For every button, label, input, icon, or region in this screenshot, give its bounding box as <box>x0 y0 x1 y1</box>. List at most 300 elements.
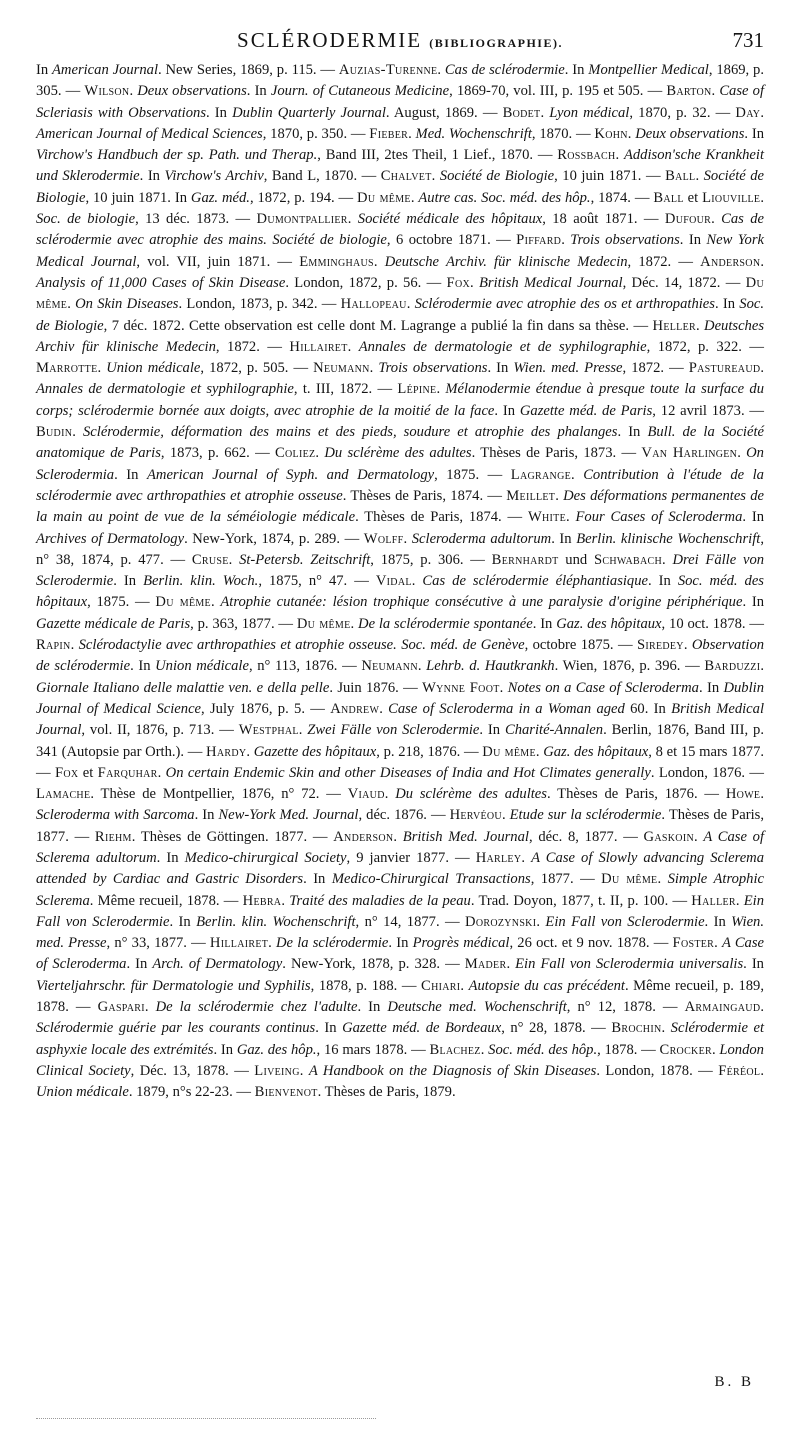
citation-text: . <box>760 658 765 675</box>
work-title: Soc. méd. des hôpitaux <box>36 573 764 611</box>
citation-text: . In <box>704 913 732 930</box>
work-title: Sclérodermie, déformation des mains et des pieds, soudure et atrophie des phalanges <box>82 424 618 441</box>
work-title: Addison'sche Krankheit und Sklerodermie <box>36 147 765 185</box>
citation-text: . <box>561 232 571 249</box>
citation-text: , 1870, p. 350. — <box>262 125 370 142</box>
citation-text: . London, 1876. — <box>650 764 765 781</box>
author-name: Fieber <box>369 125 409 142</box>
author-name: Anderson <box>700 253 761 270</box>
work-title: Virchow's Archiv <box>164 168 264 185</box>
citation-text: . <box>536 913 546 930</box>
citation-text: . Thèse de Montpellier, 1876, n° 72. — <box>90 786 348 803</box>
page-title <box>36 28 764 53</box>
work-title: Atrophie cutanée: lésion trophique consécutive à une paralysie d'origine périphérique <box>220 594 743 611</box>
citation-text: . <box>384 786 396 803</box>
citation-text: . In <box>315 1020 343 1037</box>
citation-text: , octobre 1875. — <box>524 637 637 654</box>
citation-text: , p. 363, 1877. — <box>190 615 297 632</box>
work-title: Etude sur la sclérodermie <box>509 807 662 824</box>
author-name: Viaud <box>347 786 385 803</box>
citation-text: . Thèses de Paris, 1874. — <box>355 509 528 526</box>
work-title: Deutsches Archiv für klinische Medecin <box>36 317 765 355</box>
citation-text: , 1875, p. 306. — <box>370 551 492 568</box>
author-name: Hallopeau <box>340 296 407 313</box>
author-name: Bernhardt <box>491 551 559 568</box>
work-title: Zwei Fälle von Sclerodermie <box>307 722 480 739</box>
author-name: Westphal <box>238 722 299 739</box>
footer-dotted-rule <box>36 1418 376 1419</box>
work-title: On Sclerodermia <box>36 445 764 483</box>
author-name: Vidal <box>375 573 412 590</box>
work-title: Gaz. des hôpitaux <box>556 615 662 632</box>
citation-text: . <box>70 637 79 654</box>
citation-text: . <box>347 338 359 355</box>
author-name: Lépine <box>397 381 437 398</box>
author-name: Du même <box>36 274 764 313</box>
author-name: Neumann <box>361 658 418 675</box>
author-name: Crocker <box>659 1041 712 1058</box>
work-title: Charité-Annalen <box>504 722 604 739</box>
citation-text: , n° 12, 1878. — <box>566 999 685 1016</box>
citation-text: . Wien, 1876, p. 396. — <box>554 658 705 675</box>
work-title: Deutsche Archiv. für klinische Medecin <box>384 253 628 270</box>
author-name: Marrotte <box>36 360 98 377</box>
citation-text: , n° 38, 1874, p. 477. — <box>36 530 764 568</box>
citation-text: , 8 et 15 mars 1877. — <box>36 743 765 781</box>
citation-text: . <box>373 253 385 270</box>
work-title: Wien. med. Presse <box>513 360 623 377</box>
citation-text: . In <box>246 83 271 100</box>
citation-text: . <box>403 530 412 547</box>
author-name: Heller <box>652 317 696 334</box>
author-name: Fox <box>446 274 470 291</box>
citation-text: . <box>760 104 764 121</box>
work-title: London Clinical Society <box>36 1041 764 1079</box>
author-name: White <box>527 509 566 526</box>
citation-text: , 1872, p. 505. — <box>200 360 314 377</box>
citation-text: 60. In <box>624 700 672 717</box>
citation-text: . <box>760 786 764 803</box>
citation-text: . <box>347 211 358 228</box>
work-title: Trois observations <box>378 360 488 377</box>
work-title: A Case of Scleroderma <box>36 935 765 973</box>
citation-text: , 1878. — <box>597 1041 660 1058</box>
citation-text: . In <box>139 168 165 185</box>
citation-text: . In <box>126 956 153 973</box>
citation-text: . London, 1873, p. 342. — <box>178 296 341 313</box>
citation-text: . <box>350 615 359 632</box>
citation-text: . Trad. Doyon, 1877, t. II, p. 100. — <box>470 892 692 909</box>
author-name: Harley <box>475 849 522 866</box>
author-name: Anderson <box>333 828 394 845</box>
work-title: Analysis of 11,000 Cases of Skin Disease <box>36 274 286 291</box>
citation-text: . London, 1872, p. 56. — <box>285 274 447 291</box>
citation-text: . <box>760 253 764 270</box>
citation-text: , vol. VII, juin 1871. — <box>136 253 300 270</box>
author-name: Du même <box>155 594 211 611</box>
citation-text: , 26 oct. et 9 nov. 1878. — <box>509 935 673 952</box>
citation-text: . <box>661 1020 671 1037</box>
citation-text: . In <box>113 573 144 590</box>
work-title: A Handbook on the Diagnosis of Skin Diseases <box>308 1062 597 1079</box>
work-title: Med. Wochenschrift <box>415 125 532 142</box>
work-title: Giornale Italiano delle malattie ven. e della pelle <box>36 679 330 696</box>
work-title: American Journal of Syph. and Dermatology <box>146 466 435 483</box>
work-title: Scleroderma with Sarcoma <box>36 807 195 824</box>
author-name: Foster <box>672 935 715 952</box>
citation-text: . Même recueil, 1878. — <box>89 892 243 909</box>
work-title: Autre cas. Soc. méd. des hôp. <box>418 189 591 206</box>
citation-text: , 1872, p. 322. — <box>646 338 765 355</box>
citation-text: . In <box>551 530 577 547</box>
work-title: Gazette des hôpitaux <box>253 743 377 760</box>
citation-text: . <box>417 658 427 675</box>
chapter-subtitle: (BIBLIOGRAPHIE). <box>429 36 563 50</box>
citation-text: . <box>268 935 276 952</box>
citation-text: , Déc. 14, 1872. — <box>622 274 746 291</box>
work-title: Bull. de la Société anatomique de Paris <box>36 424 764 462</box>
citation-text: . Thèses de Paris, 1877. — <box>36 807 765 845</box>
citation-text: . New Series, 1869, p. 115. — <box>158 62 339 78</box>
work-title: A Case of Sclerema adultorum <box>36 828 765 866</box>
author-name: Ball <box>653 189 684 206</box>
author-name: Riehm <box>94 828 132 845</box>
author-name: Wolff <box>363 530 404 547</box>
citation-text: . <box>695 168 704 185</box>
citation-text: . <box>437 62 445 78</box>
citation-text: , 1878, p. 188. — <box>310 977 422 994</box>
citation-text: . <box>228 551 240 568</box>
author-name: Day <box>735 104 761 121</box>
citation-text: , vol. II, 1876, p. 713. — <box>81 722 239 739</box>
author-name: Hillairet <box>289 338 348 355</box>
citation-text: . <box>566 509 576 526</box>
citation-text: , 1873, p. 662. — <box>160 445 275 462</box>
citation-text: . <box>683 637 692 654</box>
author-name: Auzias-Turenne <box>338 62 438 78</box>
work-title: American Journal of Medical Sciences <box>36 125 263 142</box>
author-name: Rapin <box>36 637 71 654</box>
work-title: Lehrb. d. Hautkrankh <box>426 658 555 675</box>
citation-text: . <box>411 573 423 590</box>
author-name: Neumann <box>313 360 370 377</box>
work-title: Case of Scleriasis with Observations <box>36 83 765 121</box>
citation-text: . <box>379 700 389 717</box>
author-name: Bienvenot <box>254 1084 318 1101</box>
author-name: Fox <box>54 764 79 781</box>
work-title: St-Petersb. Zeitschrift <box>239 551 371 568</box>
citation-text: . In <box>679 232 707 249</box>
citation-text: , 10 juin 1871. — <box>554 168 666 185</box>
citation-text: . <box>408 125 416 142</box>
work-title: Contribution à l'étude de la sclérodermie avec arthropathies et atrophie osseuse <box>36 466 764 504</box>
author-name: Lagrange <box>510 466 571 483</box>
work-title: Du sclérème des adultes <box>324 445 472 462</box>
work-title: Deutsche med. Wochenschrift <box>387 999 567 1016</box>
work-title: New-York Med. Journal <box>218 807 359 824</box>
citation-text: . New-York, 1878, p. 328. — <box>282 956 465 973</box>
work-title: Union médicale <box>106 360 201 377</box>
citation-text: . <box>499 679 508 696</box>
work-title: Observation de sclérodermie <box>36 637 765 675</box>
author-name: Lamache <box>36 786 91 803</box>
citation-text: . <box>711 1041 720 1058</box>
citation-text: , July 1876, p. 5. — <box>201 700 331 717</box>
citation-text: . <box>760 1062 764 1079</box>
citation-text: , 1872. — <box>215 338 290 355</box>
citation-text: , 10 juin 1871. In <box>85 189 191 206</box>
citation-text: , n° 33, 1877. — <box>106 935 210 952</box>
citation-text: . <box>521 849 532 866</box>
citation-text: , 13 déc. 1873. — <box>135 211 257 228</box>
work-title: Case of Scleroderma in a Woman aged <box>388 700 625 717</box>
citation-text: . In <box>194 807 219 824</box>
citation-text: , 12 avril 1873. — <box>652 402 765 419</box>
work-title: Trois observations <box>570 232 680 249</box>
work-title: De la sclérodermie spontanée <box>358 615 533 632</box>
citation-text: , déc. 1876. — <box>358 807 450 824</box>
citation-text: . In <box>698 679 724 696</box>
author-name: Armaingaud <box>684 999 761 1016</box>
citation-text: . <box>627 125 636 142</box>
author-name: Liveing <box>254 1062 300 1079</box>
work-title: On Skin Diseases <box>75 296 179 313</box>
bibliography-paragraph <box>36 60 764 1104</box>
citation-text: . <box>571 466 584 483</box>
citation-text: . <box>460 977 469 994</box>
citation-text: . In <box>744 125 765 142</box>
citation-text: , 1869-70, vol. III, p. 195 et 505. — <box>449 83 667 100</box>
author-name: Bodet <box>502 104 541 121</box>
citation-text: , 1872. — <box>622 360 689 377</box>
work-title: Vierteljahrschr. für Dermatologie und Syphilis <box>36 977 311 994</box>
citation-text: , Déc. 13, 1878. — <box>130 1062 255 1079</box>
citation-text: . Thèses de Göttingen. 1877. — <box>131 828 334 845</box>
work-title: Dublin Journal of Medical Science <box>36 679 764 717</box>
author-name: Budin <box>36 424 73 441</box>
citation-text: . In <box>617 424 648 441</box>
citation-text: . <box>299 1062 309 1079</box>
citation-text: , 18 août 1871. — <box>542 211 665 228</box>
citation-text: . August, 1869. — <box>385 104 503 121</box>
citation-text: . <box>735 892 744 909</box>
chapter-title: SCLÉRODERMIE <box>237 28 423 52</box>
citation-text: . In <box>156 849 185 866</box>
author-name: Cruse <box>191 551 229 568</box>
citation-text: . In <box>494 402 520 419</box>
citation-text: . Thèses de Paris, 1879. <box>317 1084 456 1101</box>
author-name: Chalvet <box>380 168 432 185</box>
citation-text: , p. 218, 1876. — <box>376 743 483 760</box>
author-name: Emminghaus <box>299 253 374 270</box>
citation-text: . <box>760 999 764 1016</box>
work-title: Gazette médicale de Paris <box>36 615 191 632</box>
citation-text: . Thèses de Paris, 1876. — <box>546 786 726 803</box>
citation-text: , 1872. — <box>627 253 701 270</box>
citation-text: . <box>615 147 624 164</box>
citation-text: . <box>431 168 440 185</box>
work-title: Berlin. klinische Wochenschrift <box>576 530 761 547</box>
author-name: Féréol <box>718 1062 761 1079</box>
citation-text: . <box>144 999 156 1016</box>
work-title: Deux observations <box>137 83 247 100</box>
citation-text: In <box>36 62 53 78</box>
citation-text: . <box>129 83 138 100</box>
citation-text: . In <box>479 722 505 739</box>
work-title: American Journal <box>52 62 159 78</box>
citation-text: . In <box>130 658 156 675</box>
work-title: British Medical Journal <box>36 700 765 739</box>
citation-text: . In <box>742 509 765 526</box>
author-name: Schwabach <box>593 551 663 568</box>
citation-text: . <box>693 828 704 845</box>
work-title: De la sclérodermie <box>276 935 389 952</box>
citation-text: , n° 14, 1877. — <box>355 913 466 930</box>
citation-text: . <box>470 274 479 291</box>
work-title: Lyon médical <box>549 104 630 121</box>
author-name: Wilson <box>84 83 130 100</box>
work-title: Berlin. klin. Woch. <box>143 573 259 590</box>
work-title: Ein Fall von Sclerodermie <box>545 913 705 930</box>
citation-text: . <box>97 360 107 377</box>
author-name: Dumontpallier <box>256 211 348 228</box>
citation-text: . <box>760 360 765 377</box>
citation-text: . <box>315 445 325 462</box>
citation-text: . <box>714 935 722 952</box>
citation-text: . In <box>564 62 589 78</box>
work-title: Société de Biologie <box>439 168 555 185</box>
citation-text: . In <box>206 104 233 121</box>
citation-text: . In <box>648 573 678 590</box>
author-name: Wynne Foot <box>422 679 500 696</box>
citation-text: . <box>210 594 221 611</box>
work-title: Scleroderma adultorum <box>411 530 552 547</box>
work-title: Medico-Chirurgical Transactions <box>331 871 531 888</box>
citation-text: . <box>298 722 308 739</box>
work-title: Union médicale <box>155 658 249 675</box>
work-title: Montpellier Medical <box>588 62 709 78</box>
citation-text: , 1874. — <box>590 189 654 206</box>
work-title: Autopsie du cas précédent <box>468 977 625 994</box>
citation-text: . 1879, n°s 22-23. — <box>128 1084 255 1101</box>
citation-text: , t. III, 1872. — <box>293 381 398 398</box>
citation-text: und <box>558 551 594 568</box>
author-name: Hillairet <box>209 935 269 952</box>
citation-text: . In <box>532 615 557 632</box>
citation-text: . Juin 1876. — <box>329 679 423 696</box>
author-name: Ball <box>665 168 696 185</box>
citation-text: . <box>410 189 419 206</box>
citation-text: , 7 déc. 1872. Cette observation est celle dont M. Lagrange a publié la fin dans sa thèse. — <box>103 317 653 334</box>
author-name: Chiari <box>421 977 461 994</box>
work-title: Sclérodactylie avec arthropathies et atrophie osseuse. Soc. méd. de Genève <box>78 637 525 654</box>
work-title: De la sclérodermie chez l'adulte <box>155 999 358 1016</box>
citation-text: . In <box>169 913 197 930</box>
work-title: Gaz. des hôp. <box>236 1041 317 1058</box>
work-title: On certain Endemic Skin and other Diseases of India and Hot Climates generally <box>165 764 651 781</box>
author-name: Van Harlingen <box>641 445 738 462</box>
citation-text: . <box>369 360 379 377</box>
work-title: Journ. of Cutaneous Medicine <box>270 83 450 100</box>
citation-text: . Thèses de Paris, 1873. — <box>471 445 642 462</box>
work-title: Four Cases of Scleroderma <box>575 509 743 526</box>
citation-text: . New-York, 1874, p. 289. — <box>184 530 364 547</box>
citation-text: . <box>246 743 254 760</box>
work-title: Gaz. des hôpitaux <box>543 743 649 760</box>
citation-text: . In <box>743 956 764 973</box>
work-title: Dublin Quarterly Journal <box>232 104 386 121</box>
citation-text: , 6 octobre 1871. — <box>386 232 517 249</box>
citation-text: , 9 janvier 1877. — <box>346 849 476 866</box>
citation-text: , Band III, 2tes Theil, 1 Lief., 1870. — <box>317 147 558 164</box>
work-title: Progrès médical <box>412 935 510 952</box>
work-title: Sclérodermie guérie par les courants continus <box>36 1020 316 1037</box>
author-name: Farquhar <box>97 764 158 781</box>
citation-text: , 1875. — <box>434 466 511 483</box>
citation-text: . <box>393 828 403 845</box>
citation-text: . In <box>114 466 147 483</box>
work-title: Simple Atrophic Sclerema <box>36 871 764 909</box>
author-name: Dufour <box>664 211 712 228</box>
author-name: Hervéou <box>449 807 502 824</box>
author-name: Liouville <box>702 189 761 206</box>
citation-text: , n° 28, 1878. — <box>501 1020 612 1037</box>
citation-text: . <box>555 487 564 504</box>
work-title: Cas de sclérodermie <box>444 62 565 78</box>
citation-text: et <box>683 189 703 206</box>
citation-text: . <box>711 83 720 100</box>
work-title: Union médicale <box>36 1084 129 1101</box>
author-name: Pastureaud <box>688 360 761 377</box>
author-name: Dorozynski <box>465 913 537 930</box>
signature-initials: B. B <box>714 1374 754 1390</box>
citation-text: . <box>72 424 83 441</box>
citation-text: . <box>657 871 668 888</box>
work-title: Du sclérème des adultes <box>395 786 547 803</box>
citation-text: . In <box>742 594 764 611</box>
citation-text: . <box>436 381 446 398</box>
author-name: Gaspari <box>97 999 145 1016</box>
work-title: British Medical Journal <box>478 274 623 291</box>
citation-text: , 10 oct. 1878. — <box>661 615 765 632</box>
work-title: British Med. Journal <box>402 828 529 845</box>
citation-text: , déc. 8, 1877. — <box>528 828 644 845</box>
citation-text: , 1877. — <box>530 871 602 888</box>
author-name: Andrew <box>330 700 380 717</box>
citation-text: , 1869, p. 305. — <box>36 62 764 100</box>
citation-text: , 1870, p. 32. — <box>629 104 736 121</box>
author-name: Hebra <box>242 892 282 909</box>
citation-text: . In <box>357 999 388 1016</box>
citation-text: , 1870. — <box>531 125 595 142</box>
citation-text: . <box>535 743 544 760</box>
work-title: Sclérodermie et asphyxie locale des extrémités <box>36 1020 764 1058</box>
author-name: Hardy <box>206 743 247 760</box>
author-name: Mader <box>464 956 507 973</box>
work-title: Traité des maladies de la peau <box>289 892 471 909</box>
author-name: Barduzzi <box>704 658 761 675</box>
author-name: Du même <box>482 743 536 760</box>
citation-text: , 1875. — <box>87 594 156 611</box>
author-name: Du même <box>357 189 411 206</box>
work-title: Soc. méd. des hôp. <box>488 1041 598 1058</box>
work-title: New York Medical Journal <box>36 232 764 270</box>
work-title: Deux observations <box>635 125 745 142</box>
work-title: Gaz. méd. <box>190 189 250 206</box>
author-name: Kohn <box>594 125 628 142</box>
work-title: Cas de sclérodermie éléphantiasique <box>422 573 648 590</box>
author-name: Barton <box>666 83 712 100</box>
